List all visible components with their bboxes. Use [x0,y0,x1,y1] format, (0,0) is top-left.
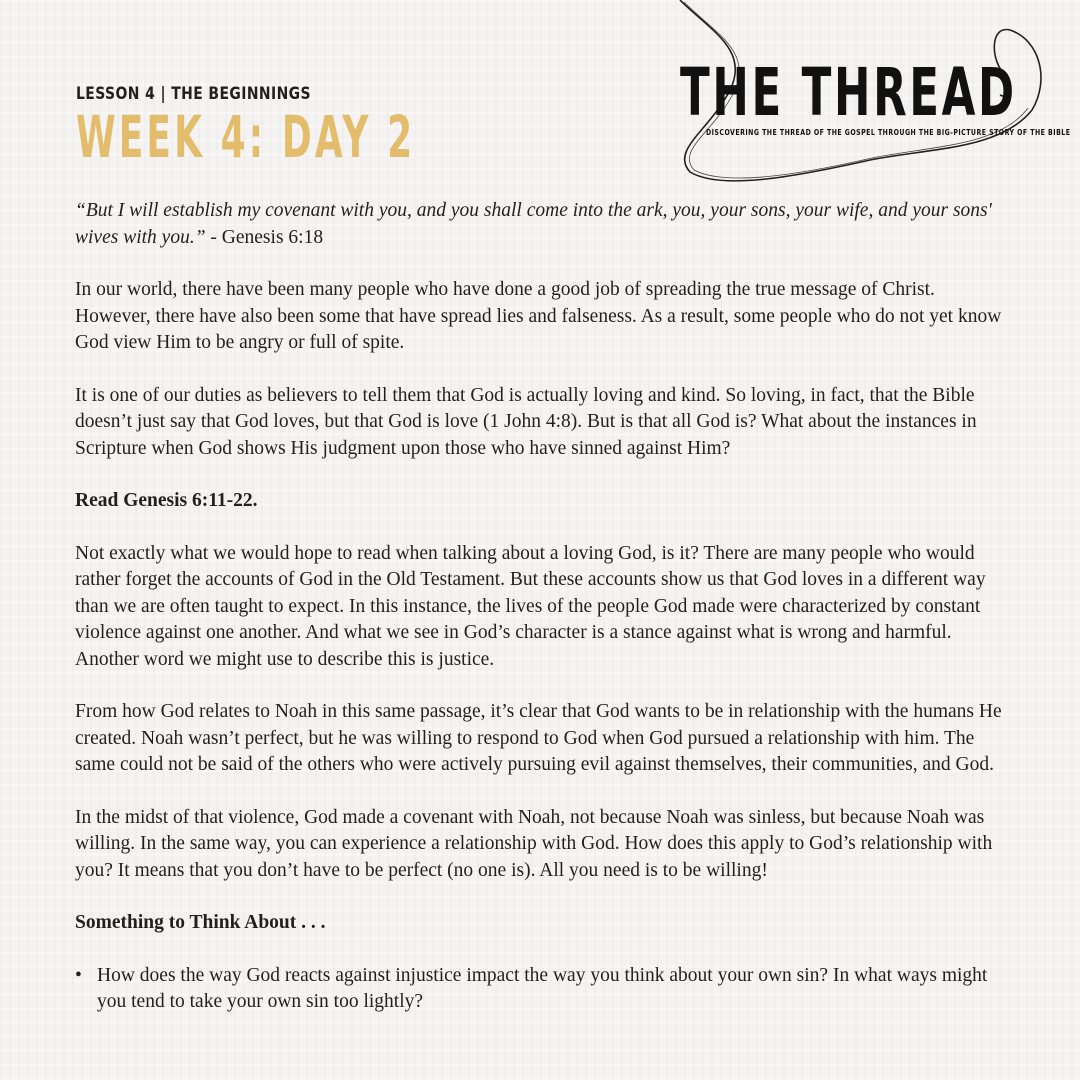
article-body [75,198,1015,1016]
paragraph: It is one of our duties as believers to tell them that God is actually loving and kind. So loving, in fact, that the Bible doesn’t just say that God loves, but that God is love (1 John 4:8). But is that all God is? What about the instances in Scripture when God shows His judgment upon those who have sinned against Him? [75,384,977,459]
bullet-icon: • [75,964,82,986]
verse-reference: - Genesis 6:18 [205,226,324,248]
paragraph: Not exactly what we would hope to read when talking about a loving God, is it? There are many people who would rather forget the accounts of God in the Old Testament. But these accounts show us that God loves in a different way than we are often taught to expect. In this instance, the lives of the people God made were characterized by constant violence against one another. And what we see in God’s character is a stance against what is wrong and harmful. Another word we might use to describe this is justice. [75,542,986,670]
reflection-item [75,963,1015,1016]
reflection-heading: Something to Think About . . . [75,912,326,933]
reflection-question: How does the way God reacts against injustice impact the way you think about your own sin? In what ways might you tend to take your own sin too lightly? [97,964,988,1012]
logo-tagline: DISCOVERING THE THREAD OF THE GOSPEL THROUGH THE BIG-PICTURE STORY OF THE BIBLE [706,128,1071,137]
paragraph: From how God relates to Noah in this same passage, it’s clear that God wants to be in relationship with the humans He created. Noah wasn’t perfect, but he was willing to respond to God when God pursued a relationship with him. The same could not be said of the others who were actively pursuing evil against themselves, their communities, and God. [75,701,1002,775]
scripture-verse [75,198,1015,251]
verse-text: “But I will establish my covenant with you, and you shall come into the ark, you, your sons, your wife, and your sons' wives with you.” [75,200,992,248]
lesson-label: LESSON 4 | THE BEGINNINGS [76,84,311,104]
page-title: WEEK 4: DAY 2 [76,103,416,171]
logo [670,0,1071,190]
logo-title: THE THREAD [680,54,1017,131]
reading-instruction: Read Genesis 6:11-22. [75,490,258,511]
paragraph: In the midst of that violence, God made a covenant with Noah, not because Noah was sinless, but because Noah was willing. In the same way, you can experience a relationship with God. How does this apply to God’s relationship with you? It means that you don’t have to be perfect (no one is). All you need is to be willing! [75,806,993,881]
paragraph: In our world, there have been many people who have done a good job of spreading the true message of Christ. However, there have also been some that have spread lies and falseness. As a result, some people who do not yet know God view Him to be angry or full of spite. [75,279,1002,353]
